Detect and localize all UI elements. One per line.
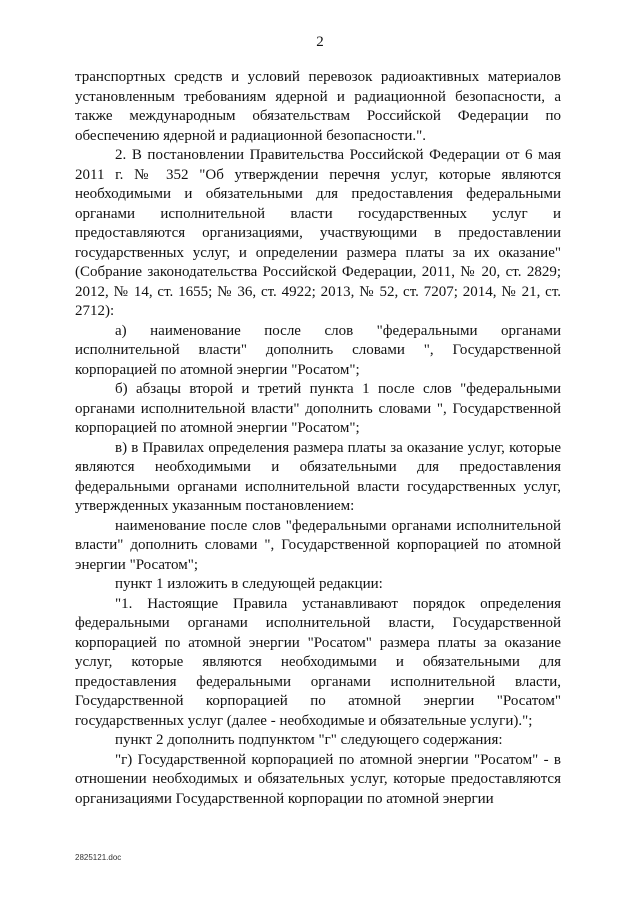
paragraph-subitem-a: а) наименование после слов "федеральными органами исполнительной власти" дополнить словами ", Государственной корпорацией по атомной энергии "Росатом"; xyxy=(75,322,561,378)
paragraph-subpoint-g: "г) Государственной корпорацией по атомной энергии "Росатом" - в отношении необходимых и обязательных услуг, которые предоставляются организациями Государственной корпорации по атомной энергии xyxy=(75,751,561,807)
page-number: 2 xyxy=(316,34,324,50)
paragraph-subitem-b: б) абзацы второй и третий пункта 1 после слов "федеральными органами исполнительной власти" дополнить словами ", Государственной корпорацией по атомной энергии "Росатом"; xyxy=(75,381,561,436)
paragraph-subitem-v: в) в Правилах определения размера платы за оказание услуг, которые являются необходимыми и обязательными для предоставления федеральными органами исполнительной власти государственных услуг, утвержденных указанным постановлением: xyxy=(75,439,561,514)
paragraph-title-amendment: наименование после слов "федеральными органами исполнительной власти" дополнить словами ", Государственной корпорацией по атомной энергии "Росатом"; xyxy=(75,517,561,573)
document-body xyxy=(75,68,561,809)
file-name-footer: 2825121.doc xyxy=(75,853,122,862)
paragraph-continuation: транспортных средств и условий перевозок радиоактивных материалов установленным требованиям ядерной и радиационной безопасности, а также международным обязательствам Российской Федерации по обеспечению ядерной и радиационной безопасности.". xyxy=(75,69,561,144)
paragraph-point-2-intro: пункт 2 дополнить подпунктом "г" следующего содержания: xyxy=(115,732,503,748)
paragraph-point-1-text: "1. Настоящие Правила устанавливают порядок определения федеральными органами исполнительной власти, Государственной корпорацией по атомной энергии "Росатом" размера платы за оказание услуг, которые являются необходимыми и обязательными для предоставления федеральными органами исполнительной власти, Государственной корпорацией по атомной энергии "Росатом" государственных услуг (далее - необходимые и обязательные услуги)."; xyxy=(75,595,561,729)
paragraph-item-2: 2. В постановлении Правительства Российской Федерации от 6 мая 2011 г. № 352 "Об утверждении перечня услуг, которые являются необходимыми и обязательными для предоставления федеральными органами исполнительной власти государственных услуг и предоставляются организациями, участвующими в предоставлении государственных услуг, и определении размера платы за их оказание" (Собрание законодательства Российской Федерации, 2011, № 20, ст. 2829; 2012, № 14, ст. 1655; № 36, ст. 4922; 2013, № 52, ст. 7207; 2014, № 21, ст. 2712): xyxy=(75,147,561,319)
paragraph-point-1-intro: пункт 1 изложить в следующей редакции: xyxy=(115,576,383,592)
